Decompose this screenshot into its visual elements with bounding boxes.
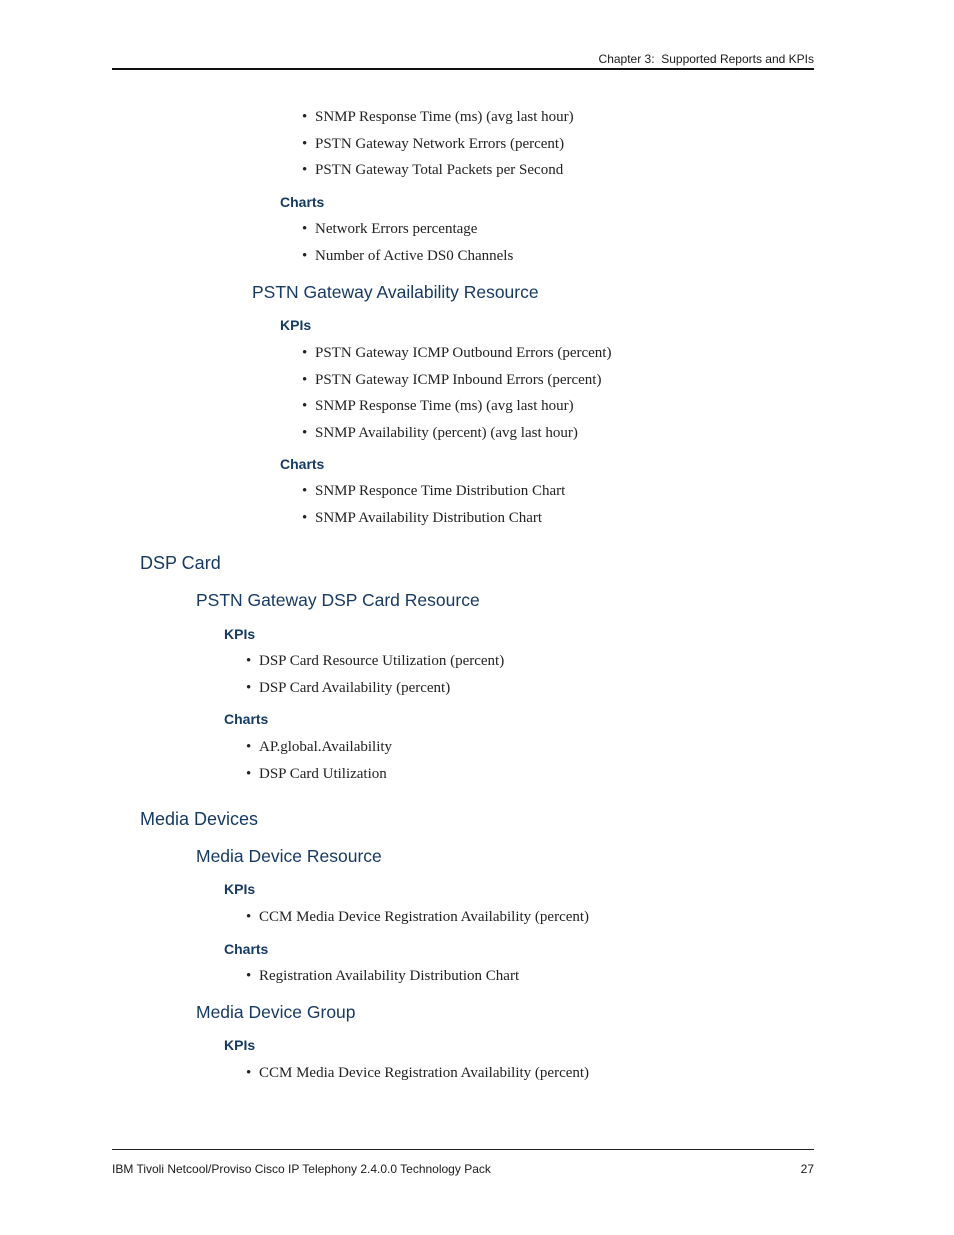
bullet-icon: • bbox=[302, 162, 308, 178]
list-item: • DSP Card Resource Utilization (percent) bbox=[246, 653, 505, 669]
page-number: 27 bbox=[800, 1162, 814, 1176]
list-item: • Registration Availability Distribution Chart bbox=[246, 968, 520, 984]
kpis-label: KPIs bbox=[280, 317, 312, 333]
heading-dsp-card: DSP Card bbox=[140, 553, 221, 573]
media-group-kpi-list bbox=[246, 1063, 589, 1090]
bullet-icon: • bbox=[246, 1065, 252, 1081]
running-header: Chapter 3: Supported Reports and KPIs bbox=[598, 52, 814, 66]
list-item: • SNMP Response Time (ms) (avg last hour) bbox=[302, 398, 574, 414]
list-item: • PSTN Gateway ICMP Outbound Errors (percent) bbox=[302, 345, 612, 361]
bullet-icon: • bbox=[302, 509, 308, 526]
bullet-icon: • bbox=[246, 739, 252, 755]
list-item: • DSP Card Utilization bbox=[246, 765, 387, 782]
bullet-icon: • bbox=[302, 371, 308, 388]
kpis-label: KPIs bbox=[224, 1037, 256, 1053]
list-item: • PSTN Gateway ICMP Inbound Errors (percent) bbox=[302, 371, 602, 388]
bullet-icon: • bbox=[302, 398, 308, 414]
media-resource-charts-list bbox=[246, 966, 519, 993]
list-item: • SNMP Response Time (ms) (avg last hour) bbox=[302, 109, 574, 125]
list-item: • SNMP Availability Distribution Chart bbox=[302, 509, 543, 526]
list-item: • PSTN Gateway Total Packets per Second bbox=[302, 162, 564, 178]
top-kpi-list bbox=[302, 107, 574, 187]
bullet-icon: • bbox=[246, 653, 252, 669]
bullet-icon: • bbox=[302, 424, 308, 441]
heading-availability-resource: PSTN Gateway Availability Resource bbox=[252, 282, 539, 302]
bullet-icon: • bbox=[302, 345, 308, 361]
heading-media-devices: Media Devices bbox=[140, 809, 259, 829]
bullet-icon: • bbox=[302, 221, 308, 237]
heading-media-device-group: Media Device Group bbox=[196, 1002, 356, 1022]
bullet-icon: • bbox=[302, 109, 308, 125]
dsp-charts-list bbox=[246, 737, 392, 790]
availability-charts-list bbox=[302, 481, 565, 534]
dsp-kpi-list bbox=[246, 651, 504, 704]
heading-dsp-card-resource: PSTN Gateway DSP Card Resource bbox=[196, 590, 480, 610]
heading-media-device-resource: Media Device Resource bbox=[196, 846, 382, 866]
kpis-label: KPIs bbox=[224, 626, 256, 642]
bullet-icon: • bbox=[302, 483, 308, 499]
kpis-label: KPIs bbox=[224, 881, 256, 897]
bullet-icon: • bbox=[246, 679, 252, 696]
footer-doc-title: IBM Tivoli Netcool/Proviso Cisco IP Telephony 2.4.0.0 Technology Pack bbox=[112, 1162, 491, 1176]
list-item: • CCM Media Device Registration Availability (percent) bbox=[246, 1065, 590, 1081]
bullet-icon: • bbox=[246, 765, 252, 782]
top-charts-list bbox=[302, 219, 513, 272]
bullet-icon: • bbox=[246, 909, 252, 925]
footer-rule bbox=[112, 1149, 814, 1150]
media-resource-kpi-list bbox=[246, 907, 589, 934]
header-rule bbox=[112, 68, 814, 70]
bullet-icon: • bbox=[246, 968, 252, 984]
bullet-icon: • bbox=[302, 135, 308, 152]
list-item: • Network Errors percentage bbox=[302, 221, 478, 237]
availability-kpi-list bbox=[302, 343, 611, 449]
bullet-icon: • bbox=[302, 247, 308, 264]
list-item: • PSTN Gateway Network Errors (percent) bbox=[302, 135, 565, 152]
charts-label: Charts bbox=[224, 941, 269, 957]
list-item: • CCM Media Device Registration Availability (percent) bbox=[246, 909, 590, 925]
charts-label: Charts bbox=[224, 711, 269, 727]
list-item: • SNMP Availability (percent) (avg last hour) bbox=[302, 424, 578, 441]
charts-label: Charts bbox=[280, 456, 325, 472]
charts-label: Charts bbox=[280, 194, 325, 210]
list-item: • AP.global.Availability bbox=[246, 739, 393, 755]
list-item: • Number of Active DS0 Channels bbox=[302, 247, 514, 264]
list-item: • DSP Card Availability (percent) bbox=[246, 679, 451, 696]
list-item: • SNMP Responce Time Distribution Chart bbox=[302, 483, 566, 499]
